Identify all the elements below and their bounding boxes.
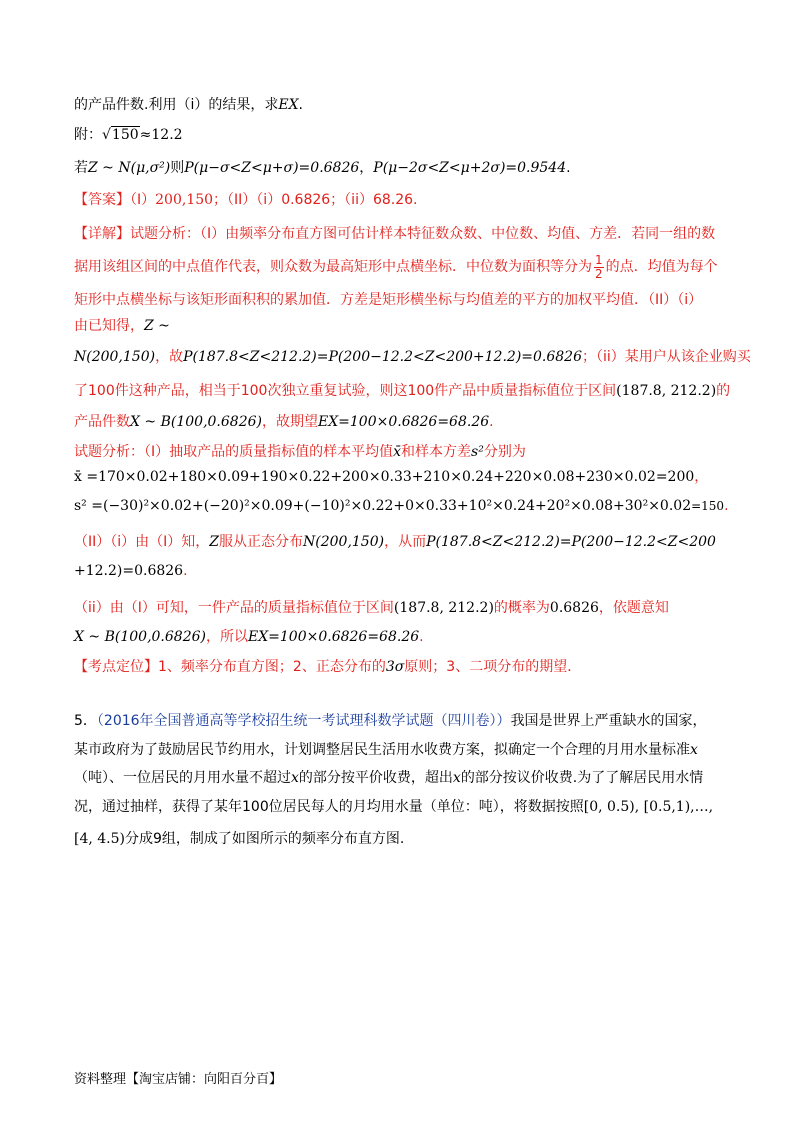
analysis-variance: s² =(−30)²×0.02+(−20)²×0.09+(−10)²×0.22+0×0.33+10²×0.24+20²×0.08+30²×0.02=150. [74, 498, 729, 514]
analysis-line-7: X ~ B(100,0.6826)，所以EX=100×0.6826=68.26. [74, 629, 424, 645]
problem-5-line-3: （吨）、一位居民的月用水量不超过x的部分按平价收费，超出x的部分按议价收费.为了了解居民用水情 [74, 770, 704, 786]
analysis-line-5: +12.2)=0.6826. [74, 563, 188, 579]
answer-tag: 【答案】 [74, 192, 130, 208]
problem-5-line-4: 况，通过抽样，获得了某年100位居民每人的月均用水量（单位：吨），将数据按照[0, 0.5), [0.5,1),…, [74, 799, 714, 815]
fraction-half: $\frac{1}{2}$ [595, 252, 603, 281]
problem-5-line-2: 某市政府为了鼓励居民节约用水，计划调整居民生活用水收费方案，拟确定一个合理的月用水量标准x [74, 742, 698, 758]
analysis-line-6: （ii）由（I）可知，一件产品的质量指标值位于区间(187.8, 212.2)的概率为0.6826，依题意知 [74, 600, 669, 616]
detail-line-1: 【详解】试题分析：（I）由频率分布直方图可估计样本特征数众数、中位数、均值、方差．若同一组的数 [74, 226, 716, 242]
line-appendix: 附：√150≈12.2 [74, 127, 183, 143]
detail-line-7: 产品件数X ~ B(100,0.6826)，故期望EX=100×0.6826=68.26. [74, 414, 494, 430]
detail-line-2: 据用该组区间的中点值作代表，则众数为最高矩形中点横坐标．中位数为面积等分为 $\frac{1}{2}$ 的点．均值为每个 [74, 252, 718, 281]
problem-number: 5． [74, 713, 97, 729]
detail-line-4: 由已知得，Z ~ [74, 318, 170, 334]
page-footer: 资料整理【淘宝店铺：向阳百分百】 [74, 1072, 283, 1087]
problem-5-line-1: 5．（2016年全国普通高等学校招生统一考试理科数学试题（四川卷））我国是世界上严重缺水的国家， [74, 713, 707, 729]
detail-tag: 【详解】 [74, 226, 130, 242]
problem-5-line-5: [4, 4.5)分成9组，制成了如图所示的频率分布直方图. [74, 831, 405, 847]
detail-line-5: N(200,150)，故P(187.8<Z<212.2)=P(200−12.2<Z<200+12.2)=0.6826；（ii）某用户从该企业购买 [74, 349, 751, 365]
detail-line-6: 了100件这种产品，相当于100次独立重复试验，则这100件产品中质量指标值位于区间(187.8, 212.2)的 [74, 383, 731, 399]
analysis-line-4: （II）（i）由（I）知，Z服从正态分布N(200,150)，从而P(187.8<Z<212.2)=P(200−12.2<Z<200 [74, 534, 716, 550]
key-point-tag: 【考点定位】 [74, 659, 158, 675]
key-point-line: 【考点定位】1、频率分布直方图；2、正态分布的3σ原则；3、二项分布的期望． [74, 659, 582, 675]
analysis-mean: x̄ =170×0.02+180×0.09+190×0.22+200×0.33+210×0.24+220×0.08+230×0.02=200， [74, 469, 709, 485]
line-1: 的产品件数.利用（i）的结果，求EX. [74, 97, 303, 113]
line-normal-dist: 若Z ~ N(μ,σ²)则P(μ−σ<Z<μ+σ)=0.6826，P(μ−2σ<Z<μ+2σ)=0.9544. [74, 160, 571, 176]
analysis-line-1: 试题分析：（I）抽取产品的质量指标值的样本平均值x̄和样本方差s²分别为 [74, 444, 526, 460]
detail-line-3: 矩形中点横坐标与该矩形面积积的累加值．方差是矩形横坐标与均值差的平方的加权平均值．（II）（i） [74, 292, 703, 308]
answer-line: 【答案】（I）200,150；（II）（i）0.6826；（ii）68.26. [74, 192, 418, 208]
problem-source: （2016年全国普通高等学校招生统一考试理科数学试题（四川卷）） [96, 713, 511, 729]
